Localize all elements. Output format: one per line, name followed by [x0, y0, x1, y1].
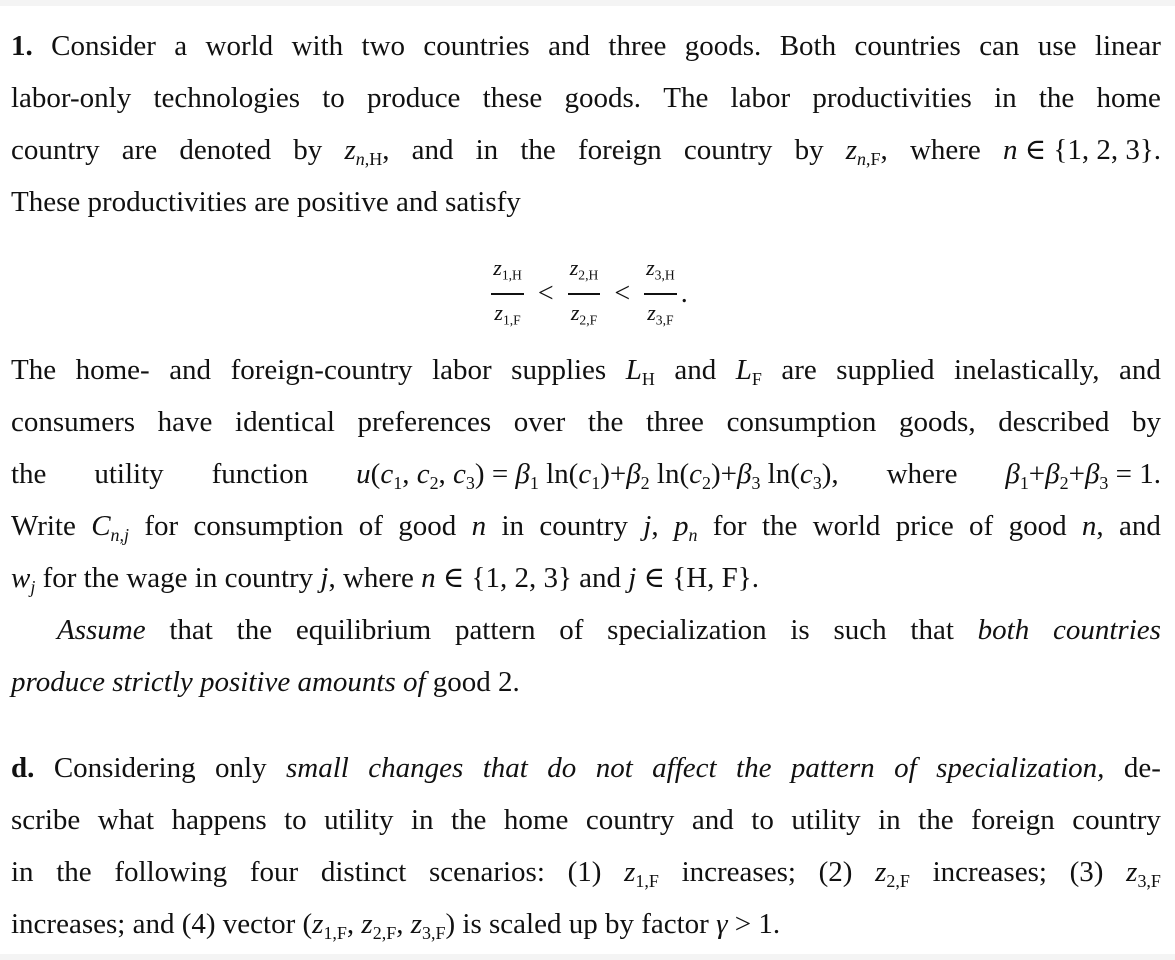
text-line: consumers have identical preferences over the three consumption goods, described by [11, 406, 1161, 438]
productivity-ratio-equation [0, 254, 1175, 334]
text-line: labor-only technologies to produce these goods. The labor productivities in the home [11, 82, 1161, 114]
text-line: country are denoted by $zn_{,H}$, and in the foreign country by $zn_{,F}$, where n ∈ {1, 2, 3}. [11, 134, 1161, 169]
text-line: in the following four distinct scenarios: (1) $z_{1,F}$ increases; (2) $z_{2,F}$ increases; (3) $z_{3,F}$ [11, 856, 1161, 891]
text-line: These productivities are positive and satisfy [11, 186, 521, 218]
fraction-2: $\frac{z_{2,H}}{z_{2,F}}$ [569, 255, 599, 327]
text-line: d. Considering only small changes that do not affect the pattern of specialization, de- [11, 752, 1161, 784]
problem-number: 1. [11, 30, 33, 62]
text-line: wj for the wage in country j, where n ∈ {1, 2, 3} and j ∈ {H, F}. [11, 562, 759, 597]
part-d-paragraph [11, 742, 1161, 950]
text-line: The home- and foreign-country labor supplies $L_H$ and $L_F$ are supplied inelastically, and [11, 354, 1161, 389]
part-d-label: d. [11, 752, 35, 784]
fraction-1: $\frac{z_{1,H}}{z_{1,F}}$ [493, 255, 522, 327]
text-line: produce strictly positive amounts of good 2. [11, 666, 520, 698]
problem-1-paragraph [11, 20, 1161, 228]
text-line: scribe what happens to utility in the home country and to utility in the foreign country [11, 804, 1161, 836]
assumption-line: Assume that the equilibrium pattern of specialization is such that both countries [11, 604, 1161, 656]
text-line: 1. Consider a world with two countries and three goods. Both countries can use linear [11, 30, 1161, 62]
fraction-3: $\frac{z_{3,H}}{z_{3,F}}$ [646, 255, 675, 327]
less-than: < [537, 278, 554, 309]
equation-period: . [680, 278, 688, 309]
assume-word: Assume [57, 614, 146, 646]
text-line: increases; and (4) vector ($z_{1,F}$, $z_{2,F}$, $z_{3,F}$) is scaled up by factor γ > 1. [11, 908, 781, 943]
text-line: the utility function $u(c_1$, $c_2$, $c_3) = \beta_1$ $\ln(c_1)+\beta_2$ $\ln(c_2)+\beta_3$ $\ln(c_3)$, where $\beta_1+\beta_2+\beta_3 = 1$. [11, 458, 1161, 493]
document-page [0, 6, 1175, 954]
less-than: < [614, 278, 631, 309]
text-line: Write Cn,j for consumption of good n in country j, pn for the world price of good n, and [11, 510, 1161, 545]
problem-1-continuation [11, 344, 1161, 708]
